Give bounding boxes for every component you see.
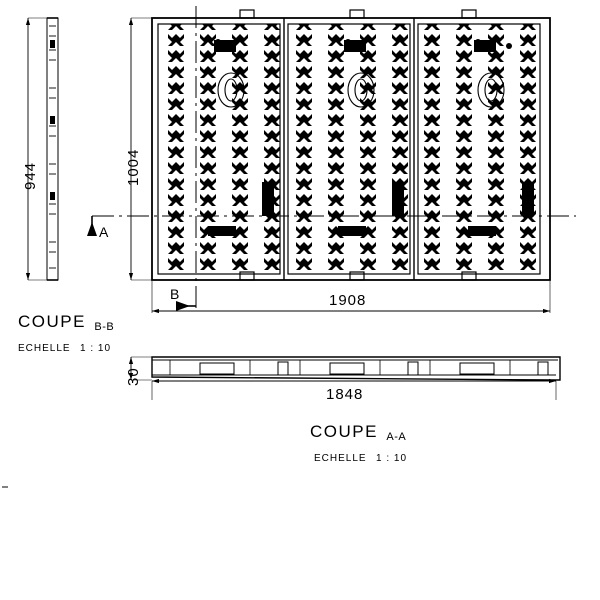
coupe-a-a-title: COUPE <box>310 422 378 441</box>
dimension-label-1848: 1848 <box>326 386 364 403</box>
grille-panel-right <box>418 24 540 274</box>
coupe-a-a-scale-block <box>314 448 408 466</box>
coupe-a-a-title-block <box>310 422 407 443</box>
dimension-944 <box>28 18 47 280</box>
mounting-lugs-top <box>240 10 476 18</box>
dimension-label-944: 944 <box>22 161 39 190</box>
dimension-label-30: 30 <box>125 367 142 386</box>
coupe-b-b-title: COUPE <box>18 312 86 331</box>
grille-panel-left <box>158 24 280 274</box>
side-profile-view <box>47 18 58 280</box>
section-mark-a: A <box>99 224 110 240</box>
grille-panel-center <box>288 24 410 274</box>
coupe-b-b-scale-block <box>18 338 112 356</box>
coupe-a-a-section: A-A <box>386 431 407 443</box>
coupe-a-a-scale-value: 1 : 10 <box>376 453 408 464</box>
section-mark-b: B <box>170 286 181 302</box>
front-view <box>152 10 550 280</box>
coupe-a-a-scale-label: ECHELLE <box>314 453 367 464</box>
coupe-b-b-section: B-B <box>94 321 115 333</box>
dimension-label-1004: 1004 <box>125 148 142 186</box>
section-view-a-a <box>152 357 560 380</box>
dimension-label-1908: 1908 <box>329 292 367 309</box>
coupe-b-b-scale-value: 1 : 10 <box>80 343 112 354</box>
coupe-b-b-title-block <box>18 312 115 333</box>
coupe-b-b-scale-label: ECHELLE <box>18 343 71 354</box>
